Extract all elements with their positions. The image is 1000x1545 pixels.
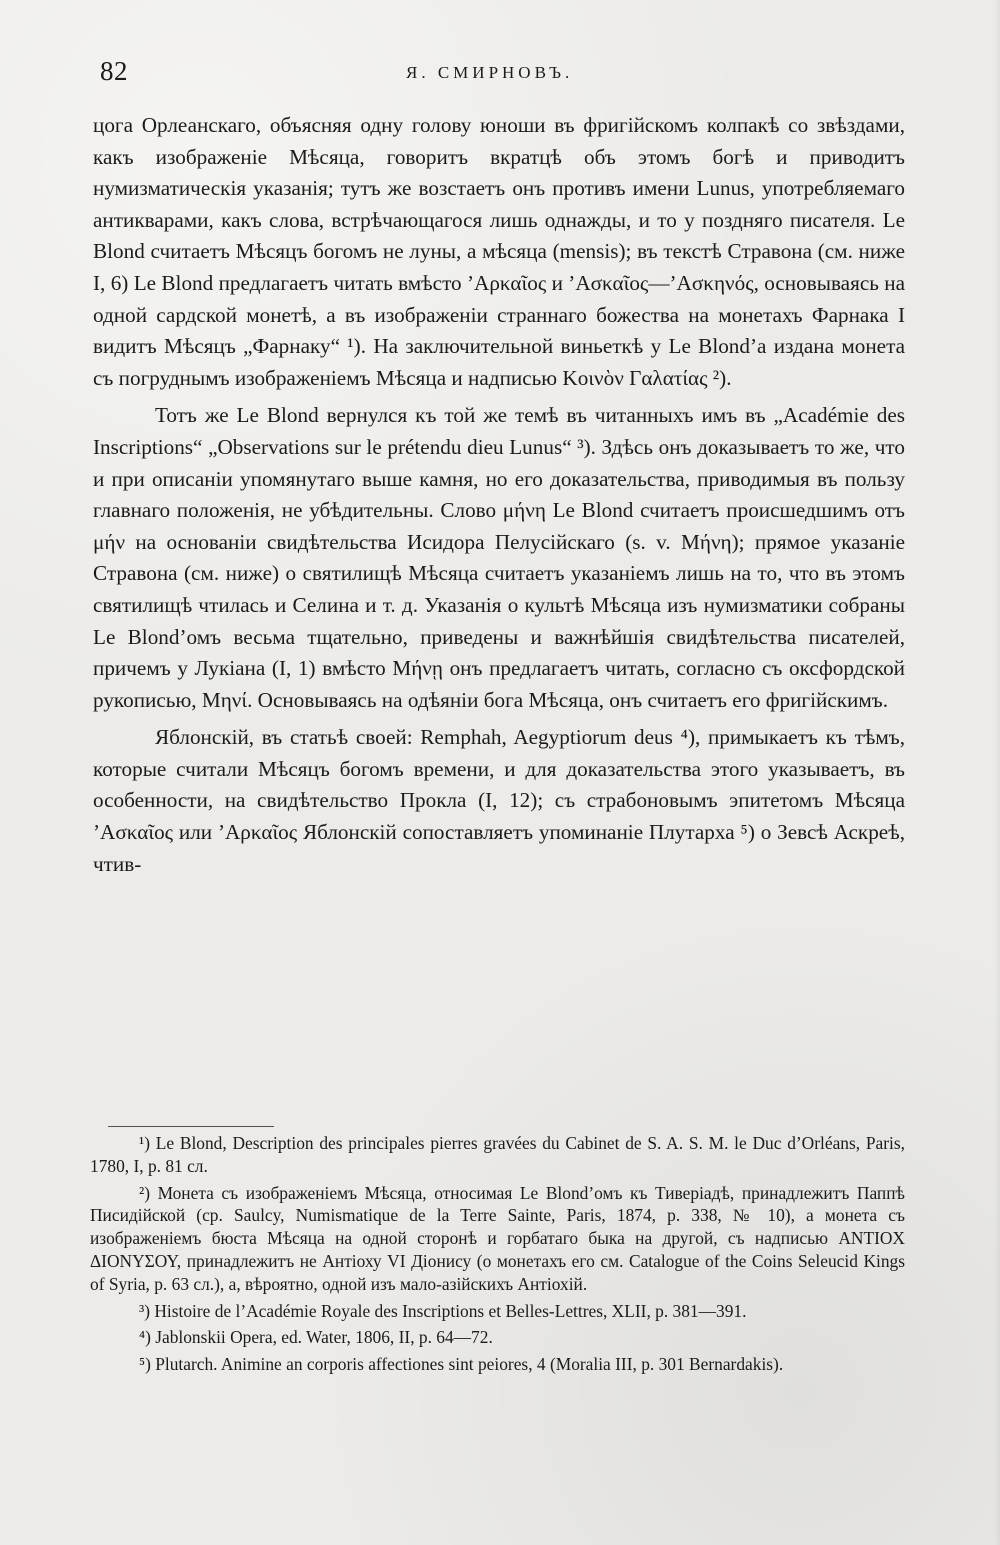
footnote-4: ⁴) Jablonskii Opera, ed. Water, 1806, II, p. 64—72. <box>139 1327 493 1348</box>
footnote-2: ²) Монета съ изображеніемъ Мѣсяца, относимая Le Blond’омъ къ Тиверіадѣ, принадлежитъ Паппѣ Писидійской (ср. Saulcy, Numismatique de la Terre Sainte, Paris, 1874, p. 338, № 10), а монета съ изображеніемъ бюста Мѣсяца на одной сторонѣ и горбатаго быка на другой, съ надписью ΑΝΤΙΟΧ ΔΙΟΝΥΣΟΥ, принадлежитъ не Антіоху VI Діонису (о монетахъ его см. Catalogue of the Coins Seleucid Kings of Syria, p. 63 сл.), а, вѣроятно, одной изъ мало-азійскихъ Антіохій. <box>90 1182 905 1294</box>
footnote-divider <box>108 1126 274 1127</box>
paragraph-1: цога Орлеанскаго, объясняя одну голову юноши въ фригійскомъ колпакѣ со звѣздами, какъ изображеніе Мѣсяца, говоритъ вкратцѣ объ этомъ богѣ и приводитъ нумизматическія указанія; тутъ же возстаетъ онъ противъ имени Lunus, употребляемаго антикварами, какъ слова, встрѣчающагося лишь однажды, и то у поздняго писателя. Le Blond считаетъ Мѣсяцъ богомъ не луны, а мѣсяца (mensis); въ текстѣ Стравона (см. ниже I, 6) Le Blond предлагаетъ читать вмѣсто ’Αρκαῖος и ’Ασκαῖος—’Ασκηνός, основываясь на одной сардской монетѣ, а въ изображеніи страннаго божества на монетахъ Фарнака I видитъ Мѣсяцъ „Фарнаку“ ¹). На заключительной виньеткѣ у Le Blond’а издана монета съ погруднымъ изображеніемъ Мѣсяца и надписью Κοινὸν Γαλατίας ²). <box>93 113 905 390</box>
footnote-5: ⁵) Plutarch. Animine an corporis affectiones sint peiores, 4 (Moralia III, p. 301 Bernardakis). <box>139 1354 784 1375</box>
paragraph-3: Яблонскій, въ статьѣ своей: Remphah, Aegyptiorum deus ⁴), примыкаетъ къ тѣмъ, которые считали Мѣсяцъ богомъ времени, и для доказательства этого указываетъ, въ особенности, на свидѣтельство Прокла (I, 12); съ страбоновымъ эпитетомъ Мѣсяца ’Ασκαῖος или ’Αρκαῖος Яблонскій сопоставляетъ упоминаніе Плутарха ⁵) о Зевсѣ Аскреѣ, чтив- <box>93 725 905 876</box>
footnote-3: ³) Histoire de l’Académie Royale des Inscriptions et Belles-Lettres, XLII, p. 381—391. <box>139 1300 747 1321</box>
footnotes <box>90 1132 905 1376</box>
page-edge-shadow <box>994 0 1000 1545</box>
running-head: Я. СМИРНОВЪ. <box>406 63 574 82</box>
paragraph-2: Тотъ же Le Blond вернулся къ той же темѣ въ читанныхъ имъ въ „Académie des Inscriptions“ „Observations sur le prétendu dieu Lunus“ ³). Здѣсь онъ доказываетъ то же, что и при описаніи упомянутаго выше камня, но его доказательства, приводимыя въ пользу главнаго положенія, не убѣдительны. Слово μήνη Le Blond считаетъ происшедшимъ отъ μήν на основаніи свидѣтельства Исидора Пелусійскаго (s. v. Μήνη); прямое указаніе Стравона (см. ниже) о святилищѣ Мѣсяца считаетъ указаніемъ лишь на то, что въ этомъ святилищѣ чтилась и Селина и т. д. Указанія о культѣ Мѣсяца изъ нумизматики собраны Le Blond’омъ весьма тщательно, приведены и важнѣйшія свидѣтельства писателей, причемъ у Лукіана (I, 1) вмѣсто Μήνῃ онъ предлагаетъ читать, согласно съ оксфордской рукописью, Μηνί. Основываясь на одѣяніи бога Мѣсяца, онъ считаетъ его фригійскимъ. <box>93 403 905 712</box>
main-text <box>93 110 905 880</box>
footnote-1: ¹) Le Blond, Description des principales pierres gravées du Cabinet de S. A. S. M. le Duc d’Orléans, Paris, 1780, I, p. 81 сл. <box>90 1133 905 1176</box>
page-number: 82 <box>100 56 128 86</box>
page-header <box>100 56 908 90</box>
